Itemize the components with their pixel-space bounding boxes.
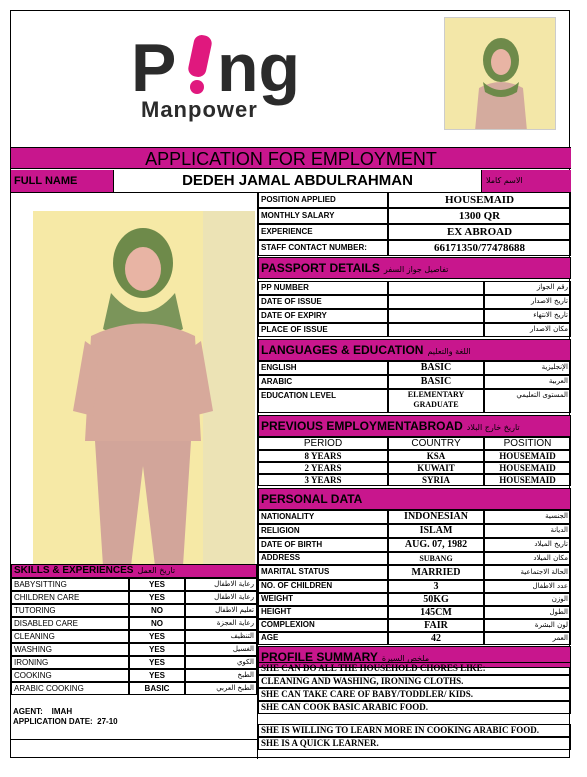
personal-data-section xyxy=(258,488,571,510)
profile-line: SHE CAN COOK BASIC ARABIC FOOD. xyxy=(258,701,571,714)
language-label: ENGLISH xyxy=(258,361,388,375)
skill-label: WASHING xyxy=(11,643,129,656)
personal-arabic: الطول xyxy=(484,606,571,619)
personal-arabic: العمر xyxy=(484,632,571,645)
skill-value: NO xyxy=(129,604,185,617)
previous-cell: KSA xyxy=(388,450,484,462)
position-label: POSITION APPLIED xyxy=(258,192,388,208)
agent-value: IMAH xyxy=(51,707,73,716)
skills-section xyxy=(11,564,257,578)
passport-arabic: تاريخ الاصدار xyxy=(484,295,571,309)
personal-arabic: لون البشرة xyxy=(484,619,571,632)
passport-arabic: تاريخ الانتهاء xyxy=(484,309,571,323)
personal-value: SUBANG xyxy=(388,552,484,565)
previous-employment-section xyxy=(258,415,571,437)
personal-label: DATE OF BIRTH xyxy=(258,538,388,552)
skills-section-title: SKILLS & EXPERIENCES xyxy=(14,565,134,576)
previous-header: PERIOD xyxy=(258,437,388,450)
personal-label: RELIGION xyxy=(258,524,388,538)
skill-label: ARABIC COOKING xyxy=(11,682,129,695)
personal-arabic: الديانة xyxy=(484,524,571,538)
svg-text:P: P xyxy=(131,30,177,106)
personal-label: AGE xyxy=(258,632,388,645)
personal-value: ISLAM xyxy=(388,524,484,538)
application-date-value: 27-10 xyxy=(97,717,118,726)
skill-arabic: رعاية العجزة xyxy=(185,617,257,630)
passport-label: DATE OF EXPIRY xyxy=(258,309,388,323)
skill-value: YES xyxy=(129,630,185,643)
skill-value: YES xyxy=(129,591,185,604)
position-label: MONTHLY SALARY xyxy=(258,208,388,224)
languages-section-title: LANGUAGES & EDUCATION xyxy=(261,343,424,357)
skill-value: YES xyxy=(129,656,185,669)
skill-label: COOKING xyxy=(11,669,129,682)
language-value: ELEMENTARY GRADUATE xyxy=(388,389,484,413)
full-name-label: FULL NAME xyxy=(11,170,114,192)
personal-data-section-title: PERSONAL DATA xyxy=(261,492,363,506)
previous-cell: HOUSEMAID xyxy=(484,474,571,486)
personal-value: 145CM xyxy=(388,606,484,619)
language-arabic: الإنجليزية xyxy=(484,361,571,375)
personal-arabic: مكان الميلاد xyxy=(484,552,571,565)
full-name-arabic: الاسم كاملا xyxy=(481,170,571,192)
personal-arabic: عدد الاطفال xyxy=(484,580,571,593)
skill-value: NO xyxy=(129,617,185,630)
position-label: EXPERIENCE xyxy=(258,224,388,240)
passport-label: PLACE OF ISSUE xyxy=(258,323,388,337)
language-arabic: العربية xyxy=(484,375,571,389)
passport-section-title-arabic: تفاصيل جواز السفر xyxy=(383,265,449,274)
skill-label: CLEANING xyxy=(11,630,129,643)
previous-employment-section-title: PREVIOUS EMPLOYMENTABROAD xyxy=(261,419,463,433)
personal-arabic: الجنسية xyxy=(484,510,571,524)
previous-cell: KUWAIT xyxy=(388,462,484,474)
personal-value: 50KG xyxy=(388,593,484,606)
language-value: BASIC xyxy=(388,375,484,389)
personal-value: 3 xyxy=(388,580,484,593)
language-label: EDUCATION LEVEL xyxy=(258,389,388,413)
passport-label: DATE OF ISSUE xyxy=(258,295,388,309)
applicant-photo-small xyxy=(444,17,556,130)
skill-arabic: رعاية الاطفال xyxy=(185,591,257,604)
application-form xyxy=(10,10,570,758)
skill-value: YES xyxy=(129,643,185,656)
passport-label: PP NUMBER xyxy=(258,281,388,295)
profile-line: SHE CAN TAKE CARE OF BABY/TODDLER/ KIDS. xyxy=(258,688,571,701)
personal-label: WEIGHT xyxy=(258,593,388,606)
skill-label: DISABLED CARE xyxy=(11,617,129,630)
position-label: STAFF CONTACT NUMBER: xyxy=(258,240,388,256)
full-name-value: DEDEH JAMAL ABDULRAHMAN xyxy=(182,172,413,189)
personal-label: MARITAL STATUS xyxy=(258,565,388,580)
profile-line: SHE IS A QUICK LEARNER. xyxy=(258,737,571,750)
logo-sub: Manpower xyxy=(141,97,258,122)
skill-label: BABYSITTING xyxy=(11,578,129,591)
skill-arabic: الطبخ العربي xyxy=(185,682,257,695)
skill-arabic: الغسيل xyxy=(185,643,257,656)
languages-section-title-arabic: اللغة والتعليم xyxy=(427,347,471,356)
passport-value xyxy=(388,323,484,337)
profile-summary-section-title: PROFILE SUMMARY xyxy=(261,650,378,664)
personal-label: COMPLEXION xyxy=(258,619,388,632)
previous-header: COUNTRY xyxy=(388,437,484,450)
passport-value xyxy=(388,281,484,295)
personal-arabic: الحالة الاجتماعية xyxy=(484,565,571,580)
previous-cell: 8 YEARS xyxy=(258,450,388,462)
previous-cell: 2 YEARS xyxy=(258,462,388,474)
language-arabic: المستوى التعليمي xyxy=(484,389,571,413)
skill-value: YES xyxy=(129,669,185,682)
personal-value: AUG. 07, 1982 xyxy=(388,538,484,552)
language-label: ARABIC xyxy=(258,375,388,389)
languages-section xyxy=(258,339,571,361)
skill-value: YES xyxy=(129,578,185,591)
applicant-photo-main xyxy=(33,211,255,566)
logo xyxy=(127,25,377,125)
application-date-label: APPLICATION DATE: xyxy=(13,717,93,726)
previous-cell: SYRIA xyxy=(388,474,484,486)
passport-value xyxy=(388,295,484,309)
previous-cell: HOUSEMAID xyxy=(484,462,571,474)
profile-line: SHE CAN DO ALL THE HOUSEHOLD CHORES LIKE: xyxy=(258,662,571,675)
personal-label: HEIGHT xyxy=(258,606,388,619)
profile-line: CLEANING AND WASHING, IRONING CLOTHS. xyxy=(258,675,571,688)
agent-label: AGENT: xyxy=(13,707,43,716)
passport-value xyxy=(388,309,484,323)
position-value: HOUSEMAID xyxy=(388,192,571,208)
skill-value: BASIC xyxy=(129,682,185,695)
skill-label: CHILDREN CARE xyxy=(11,591,129,604)
personal-value: INDONESIAN xyxy=(388,510,484,524)
previous-cell: HOUSEMAID xyxy=(484,450,571,462)
profile-line: SHE IS WILLING TO LEARN MORE IN COOKING ARABIC FOOD. xyxy=(258,724,571,737)
previous-header: POSITION xyxy=(484,437,571,450)
passport-section xyxy=(258,257,571,279)
personal-label: NO. OF CHILDREN xyxy=(258,580,388,593)
personal-arabic: تاريخ الميلاد xyxy=(484,538,571,552)
personal-arabic: الوزن xyxy=(484,593,571,606)
skill-label: IRONING xyxy=(11,656,129,669)
skill-arabic: الطبخ xyxy=(185,669,257,682)
form-title: APPLICATION FOR EMPLOYMENT xyxy=(11,147,571,169)
profile-summary-section-title-arabic: ملخص السيرة xyxy=(381,654,430,663)
personal-value: 42 xyxy=(388,632,484,645)
skill-arabic: رعاية الاطفال xyxy=(185,578,257,591)
passport-section-title: PASSPORT DETAILS xyxy=(261,261,380,275)
skills-section-title-arabic: تاريخ العمل xyxy=(137,566,176,575)
personal-value: MARRIED xyxy=(388,565,484,580)
svg-text:ng: ng xyxy=(217,30,301,106)
previous-cell: 3 YEARS xyxy=(258,474,388,486)
position-value: 1300 QR xyxy=(388,208,571,224)
divider xyxy=(11,739,257,740)
skill-arabic: الكوي xyxy=(185,656,257,669)
personal-label: NATIONALITY xyxy=(258,510,388,524)
personal-value: FAIR xyxy=(388,619,484,632)
position-value: 66171350/77478688 xyxy=(388,240,571,256)
skill-arabic: التنظيف xyxy=(185,630,257,643)
language-value: BASIC xyxy=(388,361,484,375)
personal-label: ADDRESS xyxy=(258,552,388,565)
previous-employment-section-title-arabic: تاريخ خارج البلاد xyxy=(466,423,520,432)
skill-arabic: تعليم الاطفال xyxy=(185,604,257,617)
position-value: EX ABROAD xyxy=(388,224,571,240)
passport-arabic: مكان الاصدار xyxy=(484,323,571,337)
skill-label: TUTORING xyxy=(11,604,129,617)
agent-block xyxy=(13,707,118,727)
passport-arabic: رقم الجواز xyxy=(484,281,571,295)
